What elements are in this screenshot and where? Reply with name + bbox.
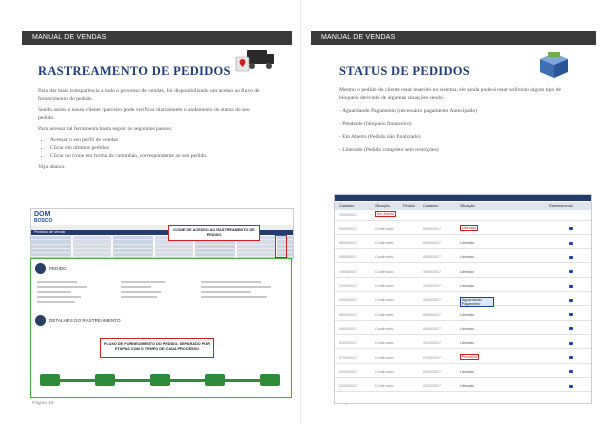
status-badge: Liberado (460, 326, 474, 331)
table-row (335, 240, 591, 250)
detail-line (121, 296, 157, 298)
cell-date: 05/05/2017 (339, 226, 357, 231)
status-text (339, 86, 564, 157)
cell-date: 05/04/2017 (339, 312, 357, 317)
paragraph-2: Sendo assim o nosso cliente /parceiro pode verificar diariamente o andamento do status do seu pedido. (38, 107, 250, 121)
cell-date: 02/03/2017 (423, 369, 441, 374)
cell-date: 07/03/2017 (423, 355, 441, 360)
table-row (335, 211, 591, 221)
page-header: MANUAL DE VENDAS (311, 31, 596, 45)
table-row (335, 368, 591, 378)
table-row (335, 311, 591, 321)
table-row (335, 354, 591, 364)
cell-situation: Confirmado (375, 341, 394, 346)
status-item: - Em Aberto (Pedido não finalizado) (339, 134, 421, 140)
cell-date: 12/04/2017 (339, 284, 357, 288)
table-row (335, 254, 591, 264)
truck-icon[interactable] (569, 385, 573, 388)
status-badge: Liberado (460, 269, 474, 274)
page-header: MANUAL DE VENDAS (22, 31, 292, 45)
col-header: Pedido (403, 204, 415, 208)
cell-date: 04/04/2017 (339, 326, 357, 331)
cell-date: 19/05/2017 (339, 212, 357, 217)
detail-line (201, 286, 271, 288)
truck-icon[interactable] (569, 285, 573, 288)
cell-situation: Confirmado (375, 312, 394, 317)
order-status-screenshot (334, 194, 592, 404)
cell-date: 07/03/2017 (339, 355, 357, 360)
supply-flow-callout: FLUXO DE FORNECIMENTO DO PEDIDO, SEPARADO POR ETAPAS COM O TEMPO DE CADA PROCESSO (100, 338, 214, 358)
cell-date: 31/03/2017 (423, 341, 441, 346)
cell-situation: Confirmado (375, 384, 394, 389)
tracking-section-icon (35, 315, 46, 326)
status-item: - Liberado (Pedido completo sem restrições) (339, 147, 439, 153)
cell-date: 05/05/2017 (423, 241, 441, 246)
cell-date: 31/03/2017 (339, 341, 357, 346)
order-section-icon (35, 263, 46, 274)
cell-situation: Confirmado (375, 355, 394, 360)
cell-situation: Confirmado (375, 326, 394, 331)
detail-line (37, 286, 87, 288)
tracking-section-label: DETALHES DO RASTREAMENTO (49, 318, 121, 323)
table-title-bar (335, 195, 591, 201)
tracking-column-highlight (275, 235, 287, 258)
steps-list (50, 136, 263, 160)
tracking-step[interactable] (40, 374, 60, 386)
status-badge: Liberado (462, 226, 476, 231)
table-row (335, 383, 591, 393)
cell-date: 12/04/2017 (423, 298, 441, 303)
truck-icon[interactable] (569, 313, 573, 316)
intro-text (38, 87, 263, 174)
truck-icon (235, 47, 275, 73)
cell-date: 05/05/2017 (423, 255, 441, 260)
detail-line (37, 301, 75, 303)
cell-date: 19/04/2017 (423, 269, 441, 274)
cell-situation: Confirmado (375, 369, 394, 374)
cell-situation: Confirmado (375, 226, 394, 231)
status-badge: Liberado (460, 312, 474, 317)
cell-date: 05/05/2017 (423, 226, 441, 231)
col-header: Rastreamento (549, 204, 573, 208)
status-badge: Liberado (460, 284, 474, 288)
page-title: STATUS DE PEDIDOS (339, 64, 471, 78)
detail-line (121, 281, 165, 283)
table-row (335, 268, 591, 278)
tracking-step[interactable] (205, 374, 225, 386)
order-section-label: PEDIDO (49, 266, 67, 271)
status-badge: Aguardando Pagamento (460, 297, 494, 307)
detail-line (121, 286, 151, 288)
col-header: Situação (375, 204, 390, 208)
detail-line (201, 291, 251, 293)
table-row (335, 340, 591, 350)
detail-line (37, 281, 77, 283)
status-item: - Aguardando Pagamento (necessário pagamento Antecipado) (339, 108, 478, 114)
col-header: Cadastro (423, 204, 439, 208)
detail-line (121, 291, 161, 293)
cell-date: 02/03/2017 (339, 369, 357, 374)
table-row (335, 297, 591, 307)
cell-situation: Em Aberto (377, 212, 394, 216)
status-badge: Liberado (460, 341, 474, 346)
detail-line (37, 296, 81, 298)
table-row (335, 325, 591, 335)
cell-date: 19/04/2017 (339, 269, 357, 274)
col-header: Situação (460, 204, 475, 208)
cell-situation: Confirmado (375, 241, 394, 246)
cell-date: 05/04/2017 (423, 312, 441, 317)
tracking-step[interactable] (150, 374, 170, 386)
cell-situation: Confirmado (375, 284, 394, 288)
see-below-text: Veja abaixo. (38, 164, 66, 170)
truck-icon[interactable] (569, 227, 573, 230)
truck-icon[interactable] (569, 356, 573, 359)
truck-icon[interactable] (569, 270, 573, 273)
tracking-step[interactable] (95, 374, 115, 386)
col-header: Cadastro (339, 204, 355, 208)
truck-icon[interactable] (569, 370, 573, 373)
detail-line (37, 291, 71, 293)
detail-line (201, 281, 261, 283)
detail-line (201, 296, 267, 298)
truck-icon[interactable] (569, 256, 573, 259)
paragraph-3: Para acessar tal ferramenta basta seguir os seguintes passos: (38, 126, 173, 132)
tracking-flow (40, 373, 280, 387)
table-row (335, 225, 591, 235)
cell-date: 05/05/2017 (339, 255, 357, 260)
package-icon (538, 51, 570, 79)
table-row (335, 283, 591, 293)
status-badge: Pendente (462, 355, 478, 359)
truck-icon[interactable] (569, 299, 573, 302)
cell-date: 05/05/2017 (339, 241, 357, 246)
step-item: • Clicar no ícone em forma de caminhão, correspondente ao seu pedido. (50, 152, 263, 160)
cell-date: 22/02/2017 (423, 384, 441, 389)
orders-title-bar: Pedidos de Venda (31, 230, 293, 235)
logo-line-1: DOM (34, 211, 51, 218)
cell-situation: Confirmado (375, 298, 394, 303)
truck-icon[interactable] (569, 242, 573, 245)
cell-date: 04/04/2017 (423, 326, 441, 331)
status-badge: Liberado (460, 241, 474, 246)
truck-icon[interactable] (569, 327, 573, 330)
logo-line-2: BOSCO (34, 218, 53, 224)
cell-situation: Confirmado (375, 269, 394, 274)
step-item: • Clicar em últimos pedidos (50, 144, 263, 152)
paragraph-1: Para dar mais transparência a todo o processo de vendas, foi disponibilizado um acesso ao fluxo de fornecimento do pedido. (38, 88, 260, 102)
step-item: • Acessar o seu perfil de vendas (50, 136, 263, 144)
table-header (335, 202, 591, 210)
status-badge: Liberado (460, 255, 474, 260)
cell-date: 22/02/2017 (339, 384, 357, 389)
page-number: Página 18 (32, 401, 54, 406)
cell-date: 12/04/2017 (339, 298, 357, 303)
status-badge: Liberado (460, 369, 474, 374)
tracking-step[interactable] (260, 374, 280, 386)
status-item: - Pendente (bloqueio financeiro) (339, 121, 412, 127)
paragraph-1: Mesmo o pedido do cliente estar inserido no sistema, ele ainda poderá estar sofrendo algum tipo de bloqueio derivado de algumas situações sendo: (339, 87, 561, 101)
tracking-icon-callout: ICONE DE ACESSO AO RASTREAMENTO DE PEDIDO (168, 225, 260, 241)
truck-icon[interactable] (569, 342, 573, 345)
status-badge: Liberado (460, 384, 474, 389)
cell-situation: Confirmado (375, 255, 394, 260)
page-title: RASTREAMENTO DE PEDIDOS (38, 64, 231, 78)
dom-bosco-logo (34, 211, 52, 225)
cell-date: 12/04/2017 (423, 284, 441, 288)
